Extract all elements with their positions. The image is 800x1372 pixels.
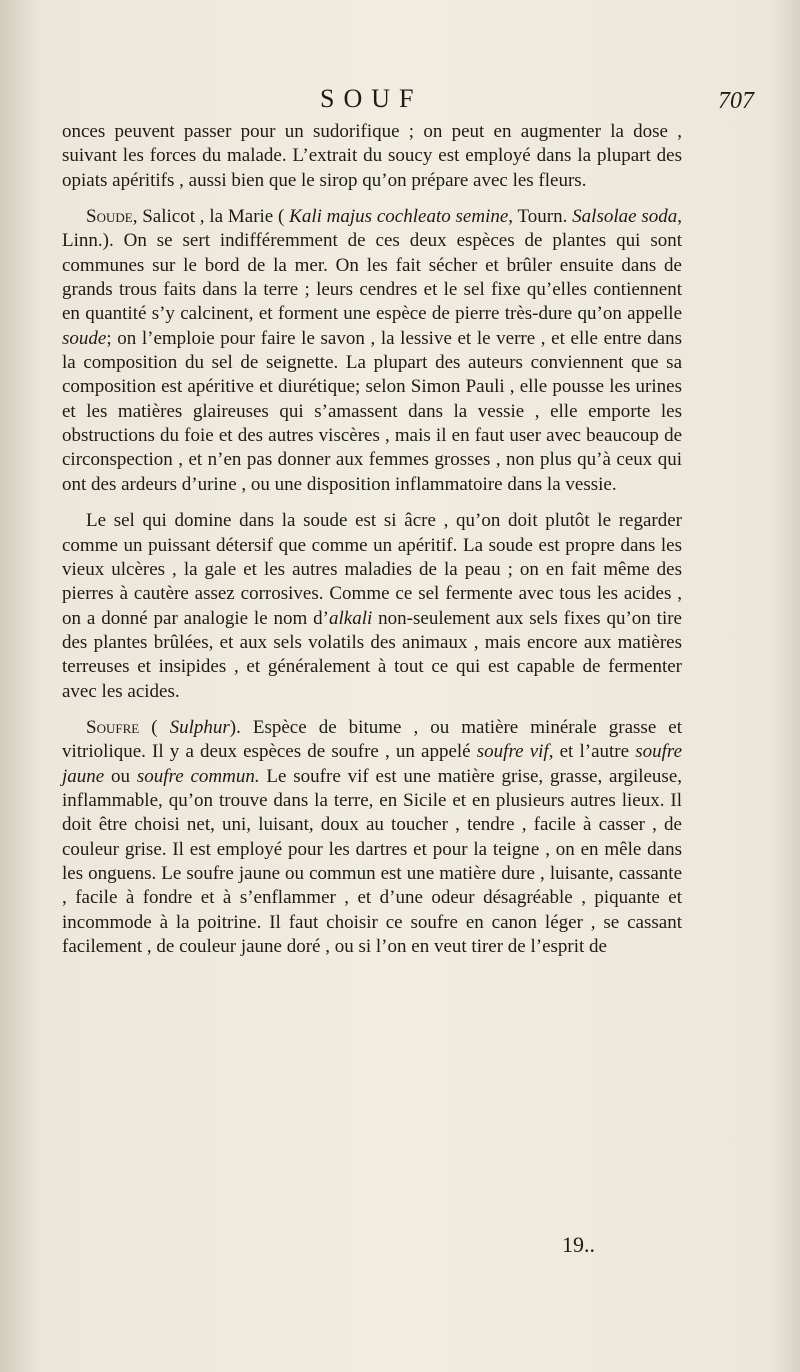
page-header bbox=[0, 80, 800, 120]
entry-text: , Linn.). On se sert indifféremment de ces deux espèces de plantes qui sont communes sur le bord de la mer. On les fait sécher et brûler ensuite dans de grands trous faits dans la terre ; leurs cendres et le sel fixe qu’elles contiennent en quantité s’y calcinent, et forment une espèce de pierre très-dure qu’on appelle bbox=[62, 206, 682, 325]
term-soufre-commun: soufre commun. bbox=[136, 765, 260, 787]
term-soufre-vif: soufre vif bbox=[476, 741, 549, 763]
entry-text: , Salicot , la Marie ( bbox=[132, 206, 290, 228]
headword-soufre: Soufre bbox=[86, 716, 140, 738]
entry-text: ). Espèce de bitume , ou matière minérale grasse et vitriolique. Il y a deux espèces de soufre , un appelé bbox=[62, 716, 682, 763]
latin-name: Sulphur bbox=[169, 716, 230, 738]
entry-soufre bbox=[62, 716, 682, 959]
page-number: 707 bbox=[718, 88, 754, 114]
signature-mark: 19.. bbox=[562, 1232, 595, 1257]
headword-soude: Soude bbox=[86, 206, 133, 228]
paragraph-text: onces peuvent passer pour un sudorifique ; on peut en augmenter la dose , suivant les forces du malade. L’extrait du soucy est employé dans la plupart des opiats apéritifs , aussi bien que le sirop qu’on prépare avec les fleurs. bbox=[62, 121, 682, 191]
entry-soude bbox=[62, 205, 682, 497]
entry-text: ; on l’emploie pour faire le savon , la lessive et le verre , et elle entre dans la composition du sel de seignette. La plupart des auteurs conviennent que sa composition est apéritive et diurétique; selon Simon Pauli , elle pousse les urines et les matières glaireuses qui s’amassent dans la vessie , elle emporte les obstructions du foie et des autres viscères , mais il en faut user avec beaucoup de circonspection , et n’en pas donner aux femmes grosses , non plus qu’à ceux qui ont des ardeurs d’urine , ou une disposition inflammatoire dans la vessie. bbox=[62, 327, 682, 495]
paragraph-text: Le sel qui domine dans la soude est si âcre , qu’on doit plutôt le regarder comme un puissant détersif que comme un apéritif. La soude est propre dans les vieux ulcères , la gale et les autres maladies de la peau ; on en fait même des pierres à cautère assez corrosives. Comme ce sel fermente avec tous les acides , on a donné par analogie le nom d’ bbox=[62, 510, 682, 629]
term-soude: soude bbox=[62, 327, 107, 349]
body-text bbox=[62, 120, 682, 959]
latin-name: Salsolae soda bbox=[572, 206, 678, 228]
term-soufre-jaune: soufre jaune bbox=[62, 741, 682, 787]
paragraph-sel-soude bbox=[62, 509, 682, 704]
paragraph-souci-end bbox=[62, 120, 682, 193]
term-alkali: alkali bbox=[329, 607, 373, 629]
latin-name: Kali majus cochleato semine bbox=[289, 206, 509, 228]
entry-text: , et l’autre bbox=[548, 741, 636, 763]
entry-text: ( bbox=[139, 716, 170, 738]
entry-text: Le soufre vif est une matière grise, grasse, argileuse, inflammable, qu’on trouve dans la terre, en Sicile et en plusieurs autres lieux. Il doit être choisi net, uni, luisant, doux au toucher , tendre , facile à casser , de couleur grise. Il est employé pour les dartres et pour la teigne , on en mêle dans les onguens. Le soufre jaune ou commun est une matière dure , luisante, cassante , facile à fondre et à s’enflammer , et d’une odeur désagréable , piquante et incommode à la poitrine. Il faut choisir ce soufre en canon léger , se cassant facilement , de couleur jaune doré , ou si l’on en veut tirer de l’esprit de bbox=[62, 765, 683, 957]
entry-text: , Tourn. bbox=[508, 206, 573, 228]
running-title: SOUF bbox=[320, 84, 423, 113]
paragraph-text: non-seulement aux sels fixes qu’on tire des plantes brûlées, et aux sels volatils des animaux , mais encore aux matières terreuses et insipides , et généralement à tout ce qui est capable de fermenter avec les acides. bbox=[62, 607, 682, 702]
entry-text: ou bbox=[104, 765, 137, 787]
